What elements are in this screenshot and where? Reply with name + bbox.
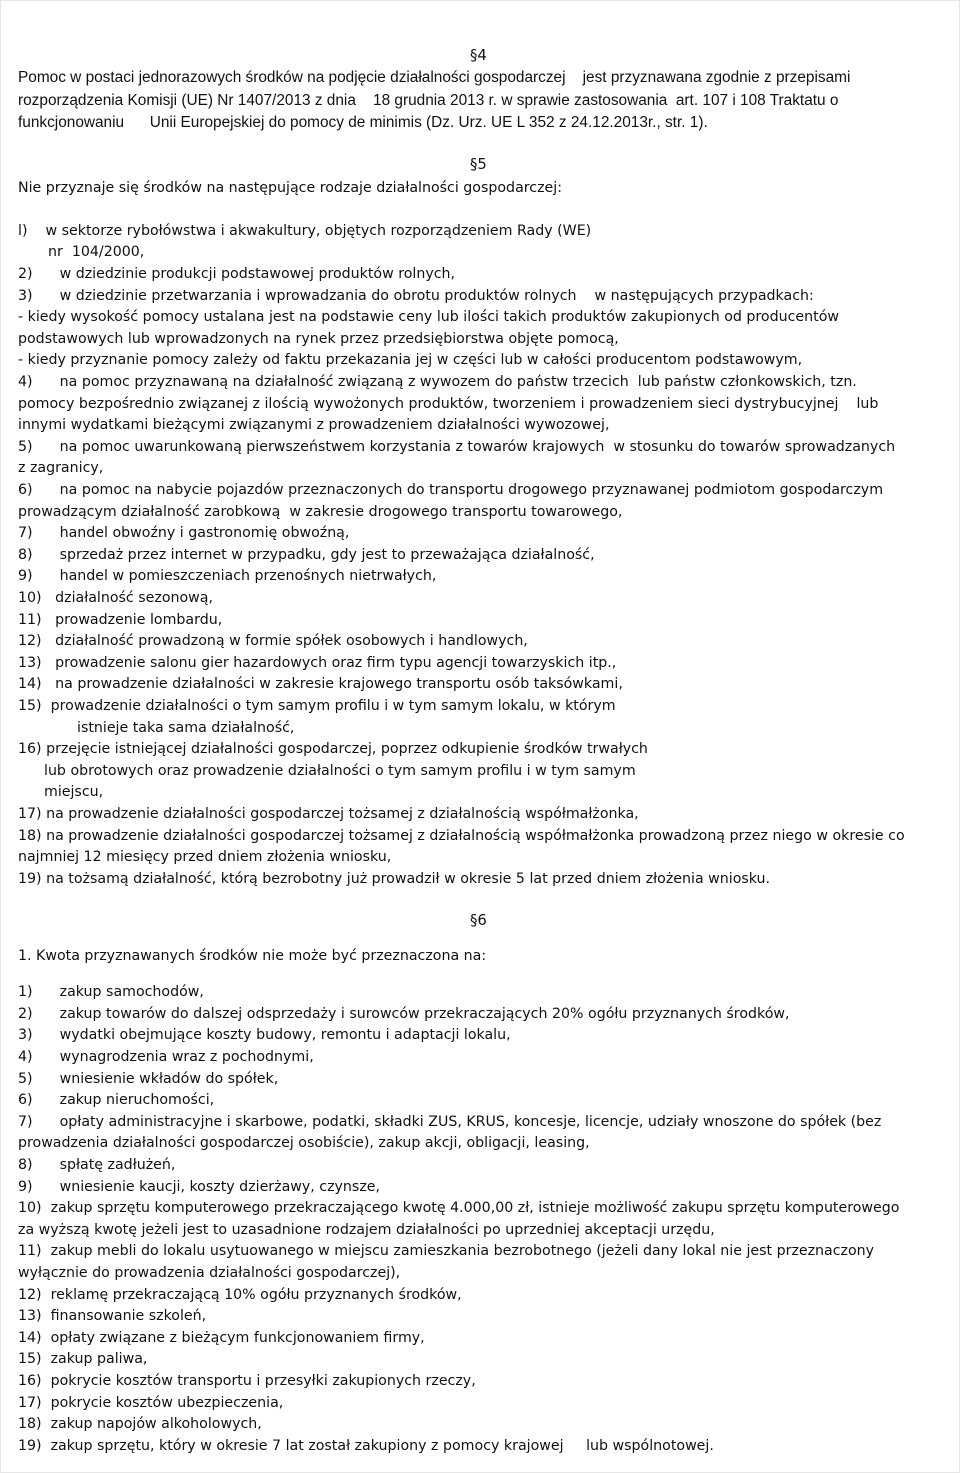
section-5-line: 9) handel w pomieszczeniach przenośnych nietrwałych, [18,568,437,584]
section-5-line: istnieje taka sama działalność, [77,720,295,736]
section-5-line: 2) w dziedzinie produkcji podstawowej produktów rolnych, [18,266,456,282]
section-6-line: 6) zakup nieruchomości, [18,1092,215,1108]
section-5-line: innymi wydatkami bieżącymi związanymi z prowadzeniem działalności wywozowej, [18,417,610,433]
section-6-line: 3) wydatki obejmujące koszty budowy, remontu i adaptacji lokalu, [18,1027,511,1043]
section-5-line: najmniej 12 miesięcy przed dniem złożenia wniosku, [18,849,392,865]
section-6-line: 15) zakup paliwa, [18,1351,148,1367]
section-5-line: 6) na pomoc na nabycie pojazdów przeznaczonych do transportu drogowego przyznawanej podmiotom gospodarczym [18,482,884,498]
section-6-line: 5) wniesienie wkładów do spółek, [18,1071,279,1087]
section-5-line: 5) na pomoc uwarunkowaną pierwszeństwem korzystania z towarów krajowych w stosunku do towarów sprowadzanych [18,439,896,455]
section-6-line: 4) wynagrodzenia wraz z pochodnymi, [18,1049,314,1065]
section-5-line: z zagranicy, [18,460,104,476]
section-4-line: Pomoc w postaci jednorazowych środków na podjęcie działalności gospodarczej jest przyznawana zgodnie z przepisami [18,69,851,86]
section-6-line: 18) zakup napojów alkoholowych, [18,1416,262,1432]
section-5-line: lub obrotowych oraz prowadzenie działalności o tym samym profilu i w tym samym [44,763,636,779]
section-5-line: 8) sprzedaż przez internet w przypadku, gdy jest to przeważająca działalność, [18,547,595,563]
section-5-line: 16) przejęcie istniejącej działalności gospodarczej, poprzez odkupienie środków trwałych [18,741,648,757]
section-5-line: pomocy bezpośrednio związanej z ilością wywożonych produktów, tworzeniem i prowadzeniem sieci dystrybucyjnej lub [18,396,879,412]
section-5-line: nr 104/2000, [48,244,145,260]
section-6-line: 19) zakup sprzętu, który w okresie 7 lat został zakupiony z pomocy krajowej lub wspólnotowej. [18,1438,714,1454]
section-4-heading: §4 [470,47,487,64]
section-6-line: wyłącznie do prowadzenia działalności gospodarczej), [18,1265,401,1281]
section-5-line: 3) w dziedzinie przetwarzania i wprowadzania do obrotu produktów rolnych w następujących przypadkach: [18,288,814,304]
section-6-line: 13) finansowanie szkoleń, [18,1308,207,1324]
section-5-intro: Nie przyznaje się środków na następujące rodzaje działalności gospodarczej: [18,180,562,196]
section-6-heading: §6 [470,912,487,929]
section-5-line: - kiedy przyznanie pomocy zależy od faktu przekazania jej w części lub w całości producentom podstawowym, [18,352,803,368]
section-5-line: l) w sektorze rybołówstwa i akwakultury, objętych rozporządzeniem Rady (WE) [18,223,592,239]
section-5-line: 10) działalność sezonową, [18,590,213,606]
section-5-line: 18) na prowadzenie działalności gospodarczej tożsamej z działalnością współmałżonka prowadzoną przez niego w okresie co [18,828,905,844]
section-5-line: 14) na prowadzenie działalności w zakresie krajowego transportu osób taksówkami, [18,676,623,692]
section-6-line: 14) opłaty związane z bieżącym funkcjonowaniem firmy, [18,1330,425,1346]
section-5-line: prowadzącym działalność zarobkową w zakresie drogowego transportu towarowego, [18,504,623,520]
section-4-line: rozporządzenia Komisji (UE) Nr 1407/2013 z dnia 18 grudnia 2013 r. w sprawie zastosowania art. 107 i 108 Traktatu o [18,92,839,109]
section-5-line: 12) działalność prowadzoną w formie spółek osobowych i handlowych, [18,633,528,649]
section-6-line: 17) pokrycie kosztów ubezpieczenia, [18,1395,284,1411]
section-5-line: 13) prowadzenie salonu gier hazardowych oraz firm typu agencji towarzyskich itp., [18,655,617,671]
section-6-line: za wyższą kwotę jeżeli jest to uzasadnione rodzajem działalności po uprzedniej akceptacji urzędu, [18,1222,715,1238]
section-5-line: 11) prowadzenie lombardu, [18,612,223,628]
section-5-line: 7) handel obwoźny i gastronomię obwoźną, [18,525,350,541]
section-6-line: 8) spłatę zadłużeń, [18,1157,176,1173]
section-5-line: 17) na prowadzenie działalności gospodarczej tożsamej z działalnością współmałżonka, [18,806,639,822]
section-6-line: 9) wniesienie kaucji, koszty dzierżawy, czynsze, [18,1179,381,1195]
section-5-line: 19) na tożsamą działalność, którą bezrobotny już prowadził w okresie 5 lat przed dniem złożenia wniosku. [18,871,771,887]
section-6-line: 12) reklamę przekraczającą 10% ogółu przyznanych środków, [18,1287,462,1303]
section-5-line: podstawowych lub wprowadzonych na rynek przez przedsiębiorstwa objęte pomocą, [18,331,619,347]
section-5-line: 4) na pomoc przyznawaną na działalność związaną z wywozem do państw trzecich lub państw członkowskich, tzn. [18,374,857,390]
section-5-line: miejscu, [44,784,104,800]
section-6-line: 10) zakup sprzętu komputerowego przekraczającego kwotę 4.000,00 zł, istnieje możliwość zakupu sprzętu komputerowego [18,1200,900,1216]
section-6-line: 11) zakup mebli do lokalu usytuowanego w miejscu zamieszkania bezrobotnego (jeżeli dany lokal nie jest przeznaczony [18,1243,875,1259]
section-6-line: 7) opłaty administracyjne i skarbowe, podatki, składki ZUS, KRUS, koncesje, licencje, udziały wnoszone do spółek (bez [18,1114,882,1130]
section-6-line: prowadzenia działalności gospodarczej osobiście), zakup akcji, obligacji, leasing, [18,1135,590,1151]
section-6-line: 1) zakup samochodów, [18,984,204,1000]
section-5-line: - kiedy wysokość pomocy ustalana jest na podstawie ceny lub ilości takich produktów zakupionych od producentów [18,309,839,325]
section-5-heading: §5 [470,156,487,173]
section-6-line: 2) zakup towarów do dalszej odsprzedaży i surowców przekraczających 20% ogółu przyznanych środków, [18,1006,790,1022]
section-5-line: 15) prowadzenie działalności o tym samym profilu i w tym samym lokalu, w którym [18,698,616,714]
section-4-line: funkcjonowaniu Unii Europejskiej do pomocy de minimis (Dz. Urz. UE L 352 z 24.12.2013r., str. 1). [18,114,708,131]
section-6-intro: 1. Kwota przyznawanych środków nie może być przeznaczona na: [18,948,487,964]
section-6-line: 16) pokrycie kosztów transportu i przesyłki zakupionych rzeczy, [18,1373,476,1389]
